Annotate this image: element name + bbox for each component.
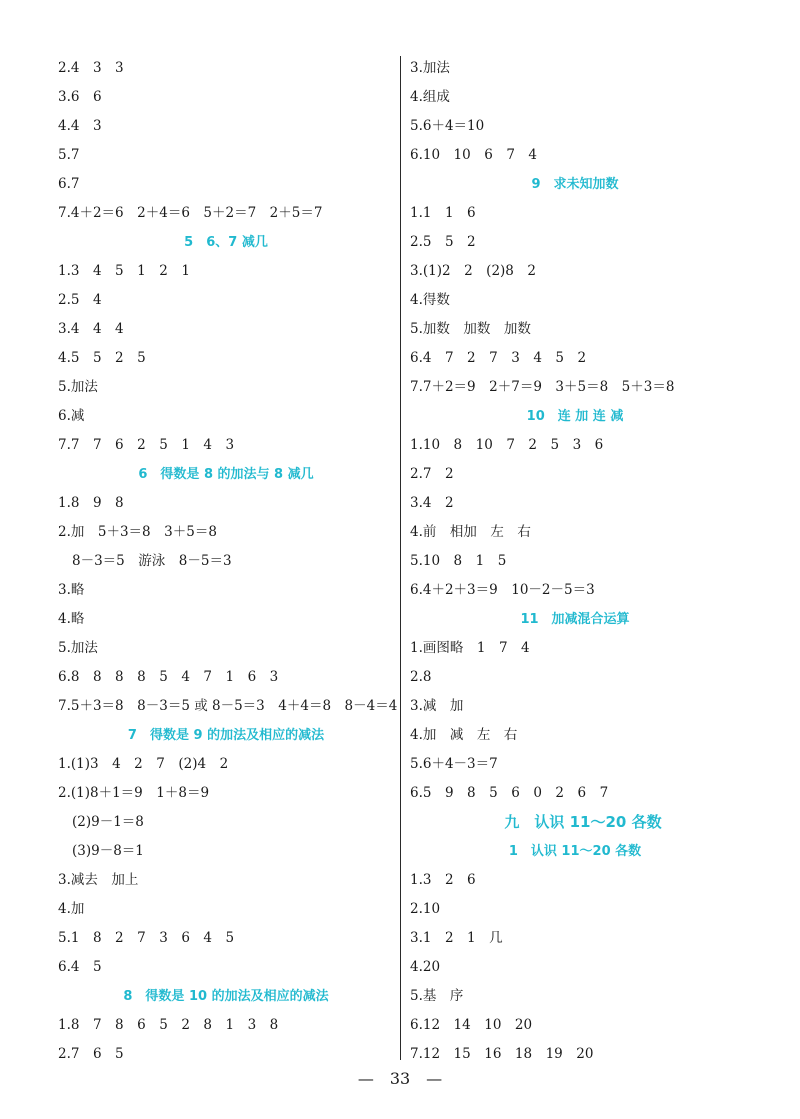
answer-line: 3.加法 <box>410 60 450 76</box>
section-heading: 11 加减混合运算 <box>520 612 630 627</box>
answer-line: 6.4＋2＋3＝9 10－2－5＝3 <box>410 582 595 598</box>
answer-line: 2.5 4 <box>58 292 102 308</box>
answer-line: 6.10 10 6 7 4 <box>410 147 538 163</box>
answer-line: 5.1 8 2 7 3 6 4 5 <box>58 930 235 946</box>
answer-line: 2.8 <box>410 669 432 685</box>
column-divider <box>400 56 401 1060</box>
section-heading: 9 求未知加数 <box>531 177 619 192</box>
answer-line: 6.12 14 10 20 <box>410 1017 533 1033</box>
answer-line: 2.10 <box>410 901 441 917</box>
answer-line: 6.4 7 2 7 3 4 5 2 <box>410 350 587 366</box>
answer-line: 3.6 6 <box>58 89 102 105</box>
answer-line: 3.1 2 1 几 <box>410 930 503 946</box>
answer-line: 2.5 5 2 <box>410 234 476 250</box>
answer-continuation: (2)9－1＝8 <box>72 814 144 830</box>
section-heading: 8 得数是 10 的加法及相应的减法 <box>123 989 329 1004</box>
answer-line: 2.7 2 <box>410 466 454 482</box>
answer-line: 4.组成 <box>410 89 450 105</box>
answer-line: 2.(1)8＋1＝9 1＋8＝9 <box>58 785 210 801</box>
answer-line: 1.10 8 10 7 2 5 3 6 <box>410 437 604 453</box>
answer-line: 5.基 序 <box>410 988 464 1004</box>
answer-line: 1.8 9 8 <box>58 495 124 511</box>
answer-line: 5.6＋4＝10 <box>410 118 485 134</box>
answer-line: 7.4＋2＝6 2＋4＝6 5＋2＝7 2＋5＝7 <box>58 205 323 221</box>
answer-line: 1.画图略 1 7 4 <box>410 640 530 656</box>
answer-line: 4.前 相加 左 右 <box>410 524 531 540</box>
answer-line: 6.8 8 8 8 5 4 7 1 6 3 <box>58 669 279 685</box>
answer-line: 5.加法 <box>58 379 98 395</box>
answer-line: 3.(1)2 2 (2)8 2 <box>410 263 536 279</box>
section-heading: 6 得数是 8 的加法与 8 减几 <box>138 467 314 482</box>
answer-line: 4.20 <box>410 959 441 975</box>
answer-line: 4.加 <box>58 901 85 917</box>
answer-line: 3.略 <box>58 582 85 598</box>
answer-line: 7.7 7 6 2 5 1 4 3 <box>58 437 235 453</box>
section-heading: 1 认识 11～20 各数 <box>508 844 642 859</box>
answer-line: 5.7 <box>58 147 80 163</box>
answer-line: 5.加法 <box>58 640 98 656</box>
section-heading: 5 6、7 减几 <box>184 235 268 250</box>
answer-line: 2.加 5＋3＝8 3＋5＝8 <box>58 524 217 540</box>
answer-line: 4.4 3 <box>58 118 102 134</box>
answer-line: 3.4 2 <box>410 495 454 511</box>
answer-line: 3.减去 加上 <box>58 872 139 888</box>
answer-continuation: (3)9－8＝1 <box>72 843 144 859</box>
section-heading: 10 连 加 连 减 <box>526 409 624 424</box>
right-answer-column <box>410 54 740 1069</box>
answer-line: 1.3 4 5 1 2 1 <box>58 263 190 279</box>
answer-line: 7.5＋3＝8 8－3＝5 或 8－5＝3 4＋4＝8 8－4＝4 <box>58 698 398 714</box>
answer-continuation: 8－3＝5 游泳 8－5＝3 <box>72 553 232 569</box>
answer-line: 1.8 7 8 6 5 2 8 1 3 8 <box>58 1017 279 1033</box>
answer-line: 5.6＋4－3＝7 <box>410 756 498 772</box>
answer-line: 4.略 <box>58 611 85 627</box>
answer-line: 6.5 9 8 5 6 0 2 6 7 <box>410 785 609 801</box>
answer-line: 5.10 8 1 5 <box>410 553 507 569</box>
answer-line: 6.减 <box>58 408 85 424</box>
left-answer-column <box>58 54 398 1069</box>
answer-line: 2.4 3 3 <box>58 60 124 76</box>
answer-line: 1.3 2 6 <box>410 872 476 888</box>
answer-line: 4.得数 <box>410 292 450 308</box>
answer-line: 1.1 1 6 <box>410 205 476 221</box>
answer-line: 1.(1)3 4 2 7 (2)4 2 <box>58 756 229 772</box>
answer-line: 2.7 6 5 <box>58 1046 124 1062</box>
answer-line: 7.12 15 16 18 19 20 <box>410 1046 594 1062</box>
answer-line: 4.加 减 左 右 <box>410 727 518 743</box>
answer-line: 7.7＋2＝9 2＋7＝9 3＋5＝8 5＋3＝8 <box>410 379 675 395</box>
section-heading: 7 得数是 9 的加法及相应的减法 <box>127 728 325 743</box>
answer-line: 3.减 加 <box>410 698 464 714</box>
answer-line: 4.5 5 2 5 <box>58 350 146 366</box>
answer-line: 6.7 <box>58 176 80 192</box>
answer-line: 6.4 5 <box>58 959 102 975</box>
page-number: — 33 — <box>357 1069 443 1088</box>
answer-line: 5.加数 加数 加数 <box>410 321 531 337</box>
answer-line: 3.4 4 4 <box>58 321 124 337</box>
chapter-heading: 九 认识 11～20 各数 <box>504 813 662 831</box>
